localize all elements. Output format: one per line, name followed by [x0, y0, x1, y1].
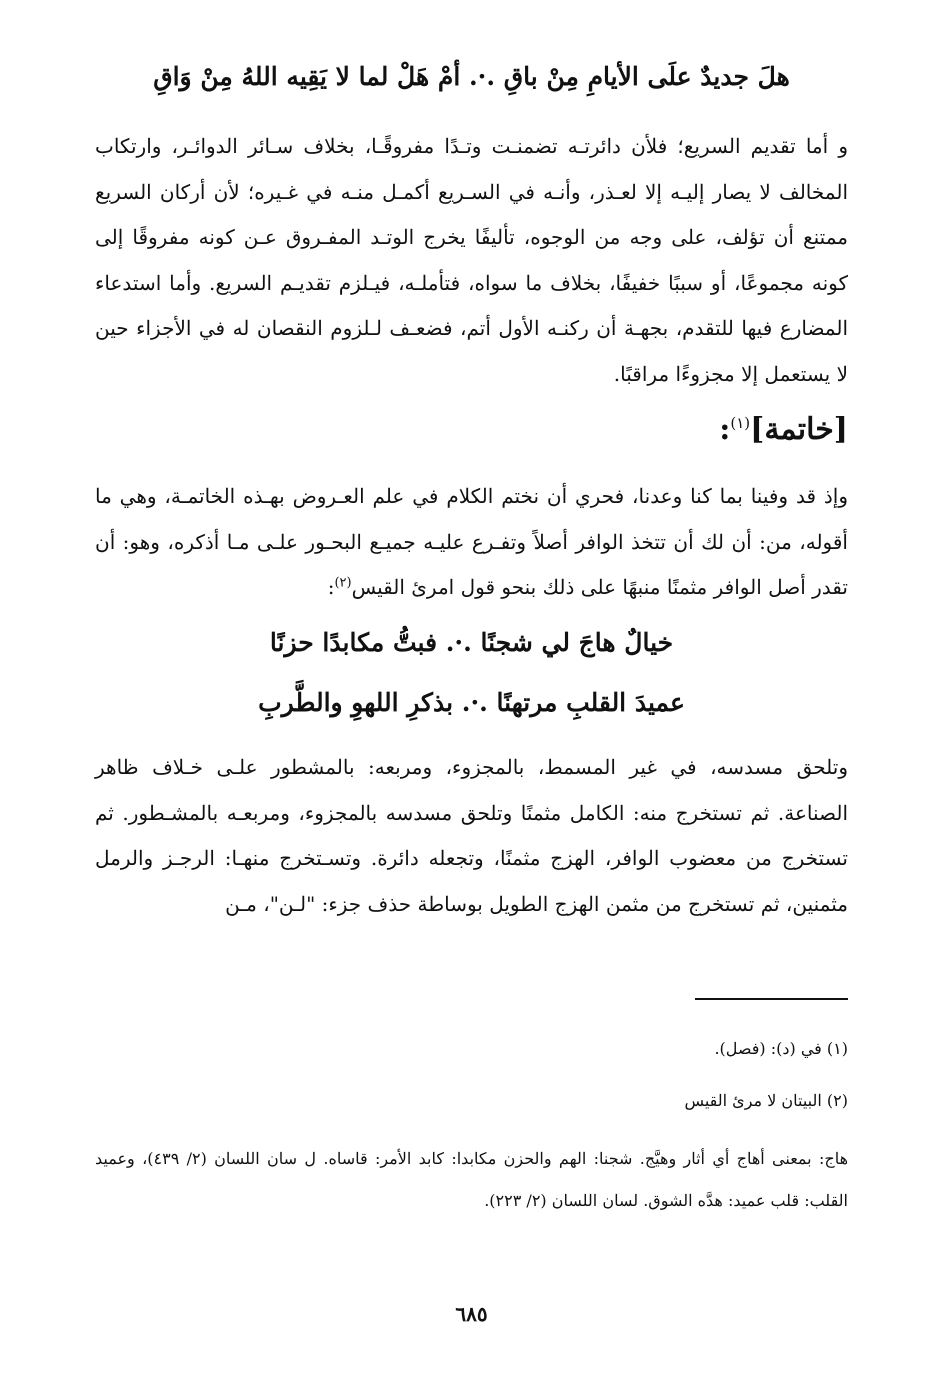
page-number: ٦٨٥ — [455, 1302, 488, 1326]
paragraph-2-colon: : — [327, 575, 335, 599]
paragraph-2 — [95, 474, 848, 611]
heading-footnote-ref: (١) — [730, 414, 751, 432]
footnote-gloss: هاج: بمعنى أهاج أي أثار وهيَّج. شجنا: الهم والحزن مكابدا: كابد الأمر: قاساه. ل سان اللسان (٢/ ٤٣٩)، وعميد القلب: قلب عميد: هدَّه الشوق. لسان اللسان (٢/ ٢٢٣). — [95, 1149, 849, 1210]
heading-colon: : — [719, 412, 731, 447]
paragraph-2-text: وإذ قد وفينا بما كنا وعدنا، فحري أن نختم الكلام في علم العـروض بهـذه الخاتمـة، وهي ما أقوله، من: أن لك أن تتخذ الوافر أصلاً وتفـرع عليـه جميـع البحـور علـى مـا أذكره، وهو: أن تقدر أصل الوافر مثمنًا منبهًا على ذلك بنحو قول امرئ القيس — [95, 484, 848, 599]
book-page — [95, 0, 848, 1380]
section-heading — [719, 400, 848, 453]
poem-line-1: خيالٌ هاجَ لي شجنًا .·. فبتُّ مكابدًا حزنًا — [269, 628, 674, 657]
header-verse: هلَ جديدٌ علَى الأيامِ مِنْ باقِ .·. أمْ هَلْ لما لا يَقِيه اللهُ مِنْ وَاقِ — [153, 62, 790, 91]
paragraph-1: و أما تقديم السريع؛ فلأن دائرتـه تضمنـت وتـدًا مفروقًـا، بخلاف سـائر الدوائـر، وارتكاب المخالف لا يصار إليـه إلا لعـذر، وأنـه في السـريع أكمـل منـه في غـيره؛ لأن أركان السريع ممتنع أن تؤلف، على وجه من الوجوه، تأليفًا يخرج الوتـد المفـروق عـن كونه مفروقًا إلى كونه مجموعًا، أو سببًا خفيفًا، بخلاف ما سواه، فتأملـه، فيـلزم تقديـم السريع. وأما استدعاء المضارع فيها للتقدم، بجهـة أن ركنـه الأول أتم، فضعـف لـلزوم النقصان له في الأجزاء حين لا يستعمل إلا مجزوءًا مراقبًا. — [95, 134, 849, 386]
footnote-2: (٢) البيتان لا مرئ القيس — [684, 1091, 848, 1110]
poem-line-2: عميدَ القلبِ مرتهنًا .·. بذكرِ اللهوِ والطَّربِ — [258, 688, 685, 717]
footnote-divider — [695, 998, 848, 1000]
footnote-1: (١) في (د): (فصل). — [714, 1039, 848, 1058]
paragraph-2-footnote-ref: (٢) — [334, 575, 352, 591]
heading-text: [خاتمة] — [750, 412, 848, 447]
paragraph-3: وتلحق مسدسه، في غير المسمط، بالمجزوء، ومربعه: بالمشطور علـى خـلاف ظاهر الصناعة. ثم تستخرج منه: الكامل مثمنًا وتلحق مسدسه بالمجزوء، ومربعـه بالمشـطور. ثم تستخرج من معضوب الوافر، الهزج مثمنًا، وتجعله دائرة. وتسـتخرج منهـا: الرجـز والرمل مثمنين، ثم تستخرج من مثمن الهزج الطويل بوساطة حذف جزء: "لـن"، مـن — [95, 755, 848, 916]
